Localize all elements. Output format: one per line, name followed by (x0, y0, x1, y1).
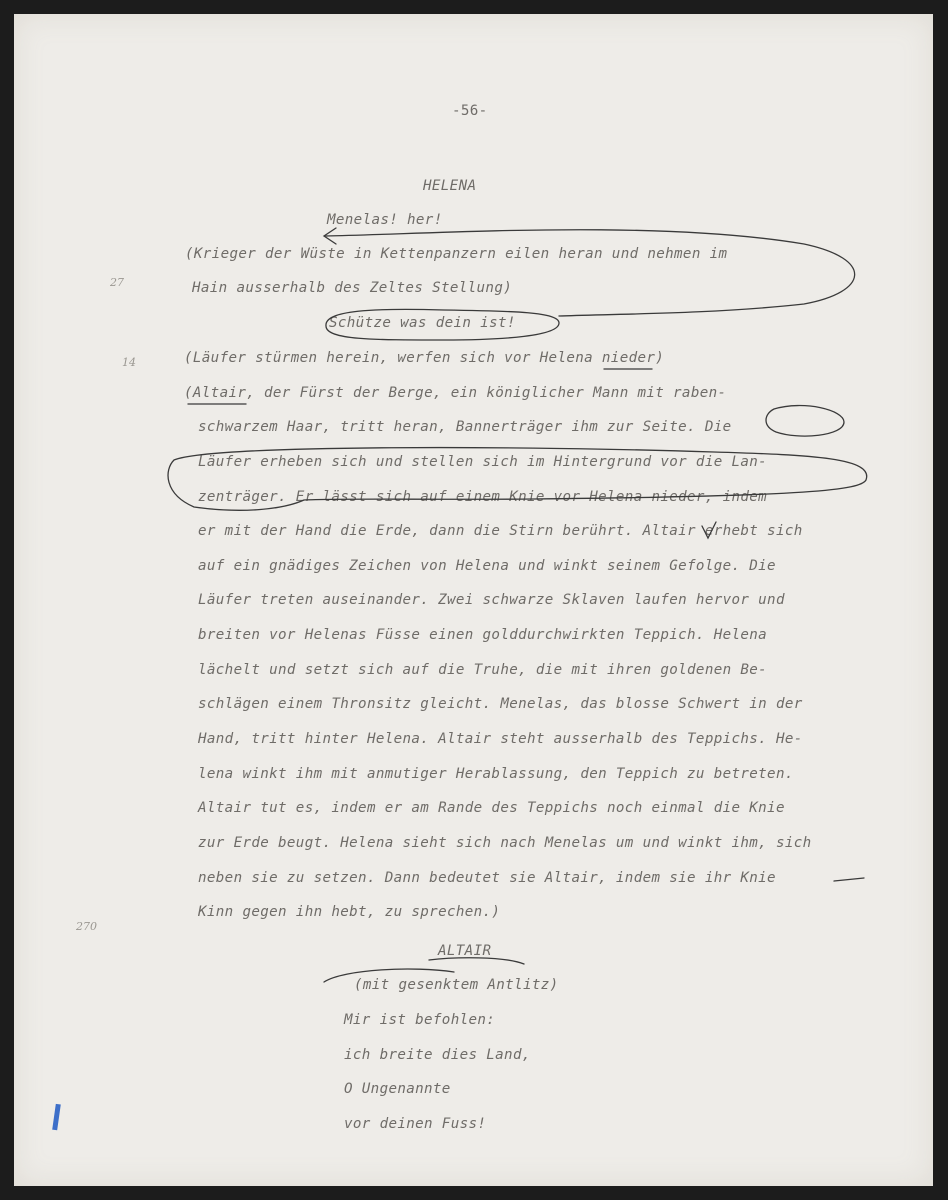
stage-direction: (mit gesenktem Antlitz) (354, 977, 559, 993)
strike-knie (834, 878, 864, 881)
text-line: (Krieger der Wüste in Kettenpanzern eilen heran und nehmen im (185, 246, 728, 262)
text-line: Kinn gegen ihn hebt, zu sprechen.) (198, 904, 501, 920)
text-line: schlägen einem Thronsitz gleicht. Menelas, das blosse Schwert in der (198, 696, 803, 712)
blue-mark (52, 1104, 61, 1130)
manuscript-page (14, 14, 933, 1186)
text-line: Hand, tritt hinter Helena. Altair steht ausserhalb des Teppichs. He- (198, 731, 803, 747)
speaker-heading: ALTAIR (438, 943, 492, 959)
text-line: lächelt und setzt sich auf die Truhe, die mit ihren goldenen Be- (198, 662, 768, 678)
text-line: (Altair, der Fürst der Berge, ein königlicher Mann mit raben- (184, 385, 727, 401)
verse-line: vor deinen Fuss! (344, 1116, 487, 1132)
text-line: zur Erde beugt. Helena sieht sich nach Menelas um und winkt ihm, sich (198, 835, 812, 851)
text-line: lena winkt ihm mit anmutiger Herablassung, den Teppich zu betreten. (198, 766, 794, 782)
page-number: -56- (452, 103, 488, 119)
arrowhead-icon (324, 228, 336, 244)
text-line: (Läufer stürmen herein, werfen sich vor Helena nieder) (184, 350, 665, 366)
text-line: zenträger. Er lässt sich auf einem Knie vor Helena nieder, indem (198, 489, 768, 505)
verse-line: Mir ist befohlen: (344, 1012, 496, 1028)
verse-line: ich breite dies Land, (344, 1047, 531, 1063)
verse-line: O Ungenannte (344, 1081, 451, 1097)
text-line: Läufer treten auseinander. Zwei schwarze Sklaven laufen hervor und (198, 592, 785, 608)
text-line: Schütze was dein ist! (329, 315, 516, 331)
text-line: Hain ausserhalb des Zeltes Stellung) (192, 280, 513, 296)
text-line: Menelas! her! (327, 212, 443, 228)
text-line: auf ein gnädiges Zeichen von Helena und winkt seinem Gefolge. Die (198, 558, 776, 574)
circle-die (766, 406, 844, 437)
text-line: schwarzem Haar, tritt heran, Bannerträger ihm zur Seite. Die (198, 419, 732, 435)
margin-note: 14 (122, 356, 136, 369)
arrow-loop (326, 230, 855, 316)
text-line: breiten vor Helenas Füsse einen golddurchwirkten Teppich. Helena (198, 627, 768, 643)
text-line: er mit der Hand die Erde, dann die Stirn berührt. Altair erhebt sich (198, 523, 803, 539)
text-line: Altair tut es, indem er am Rande des Teppichs noch einmal die Knie (198, 800, 785, 816)
speaker-heading: HELENA (423, 178, 477, 194)
text-line: Läufer erheben sich und stellen sich im Hintergrund vor die Lan- (198, 454, 768, 470)
text-line: neben sie zu setzen. Dann bedeutet sie Altair, indem sie ihr Knie (198, 870, 776, 886)
margin-note: 270 (76, 920, 97, 933)
margin-note: 27 (110, 276, 124, 289)
